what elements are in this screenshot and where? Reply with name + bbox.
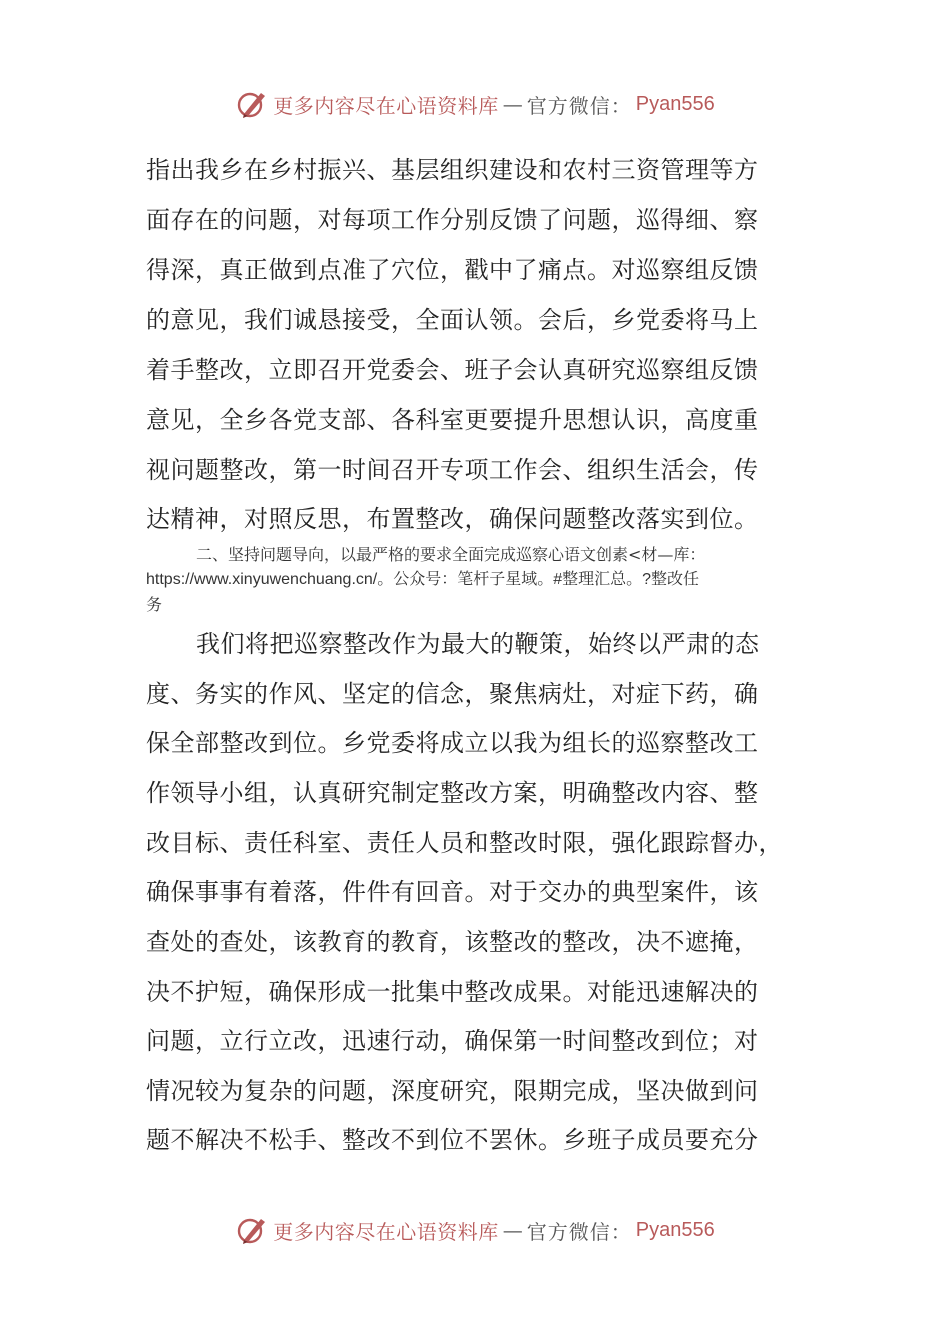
header-wechat-id: Pyan556 — [635, 92, 715, 115]
text-line: 度、务实的作风、坚定的信念，聚焦病灶，对症下药，确 — [146, 680, 759, 708]
footer-wechat-label: 官方微信： — [526, 1219, 632, 1244]
header-brand-text: 更多内容尽在心语资料库 — [273, 93, 499, 118]
text-line: 达精神，对照反思，布置整改，确保问题整改落实到位。 — [146, 505, 759, 533]
footer-brand-text: 更多内容尽在心语资料库 — [273, 1219, 499, 1244]
text-line: 查处的查处，该教育的教育，该整改的整改，决不遮掩， — [146, 928, 759, 956]
heading-line: 务 — [146, 595, 163, 614]
text-line: 视问题整改，第一时间召开专项工作会、组织生活会，传 — [146, 456, 759, 484]
header-wechat-label: 官方微信： — [526, 93, 632, 118]
text-line: 改目标、责任科室、责任人员和整改时限，强化跟踪督办， — [146, 829, 783, 857]
text-line: 意见，全乡各党支部、各科室更要提升思想认识，高度重 — [146, 406, 759, 434]
heading-line: 二、坚持问题导向，以最严格的要求全面完成巡察心语文创素<材—库： — [196, 545, 706, 564]
text-line: 确保事事有着落，件件有回音。对于交办的典型案件，该 — [146, 878, 759, 906]
text-line: 题不解决不松手、整改不到位不罢休。乡班子成员要充分 — [146, 1126, 759, 1154]
text-line: 着手整改，立即召开党委会、班子会认真研究巡察组反馈 — [146, 356, 759, 384]
heading-line: https://www.xinyuwenchuang.cn/。公众号：笔杆子星域。#整理汇总。?整改任 — [146, 571, 700, 588]
text-line: 决不护短，确保形成一批集中整改成果。对能迅速解决的 — [146, 978, 759, 1006]
header-dash: — — [502, 92, 523, 116]
footer-dash: — — [502, 1218, 523, 1242]
text-line: 面存在的问题，对每项工作分别反馈了问题，巡得细、察 — [146, 206, 759, 234]
footer-banner — [0, 1210, 950, 1250]
text-line: 指出我乡在乡村振兴、基层组织建设和农村三资管理等方 — [146, 156, 759, 184]
text-line: 问题，立行立改，迅速行动，确保第一时间整改到位；对 — [146, 1027, 759, 1055]
header-banner — [0, 84, 950, 124]
text-line: 得深，真正做到点准了穴位，戳中了痛点。对巡察组反馈 — [146, 256, 759, 284]
footer-wechat-id: Pyan556 — [635, 1218, 715, 1241]
text-line: 的意见，我们诚恳接受，全面认领。会后，乡党委将马上 — [146, 306, 759, 334]
text-line: 我们将把巡察整改作为最大的鞭策，始终以严肃的态 — [196, 630, 760, 658]
text-line: 作领导小组，认真研究制定整改方案，明确整改内容、整 — [146, 779, 759, 807]
pen-circle-logo-icon — [235, 1213, 269, 1247]
pen-circle-logo-icon — [235, 87, 269, 121]
text-line: 情况较为复杂的问题，深度研究，限期完成，坚决做到问 — [146, 1077, 759, 1105]
text-line: 保全部整改到位。乡党委将成立以我为组长的巡察整改工 — [146, 729, 759, 757]
